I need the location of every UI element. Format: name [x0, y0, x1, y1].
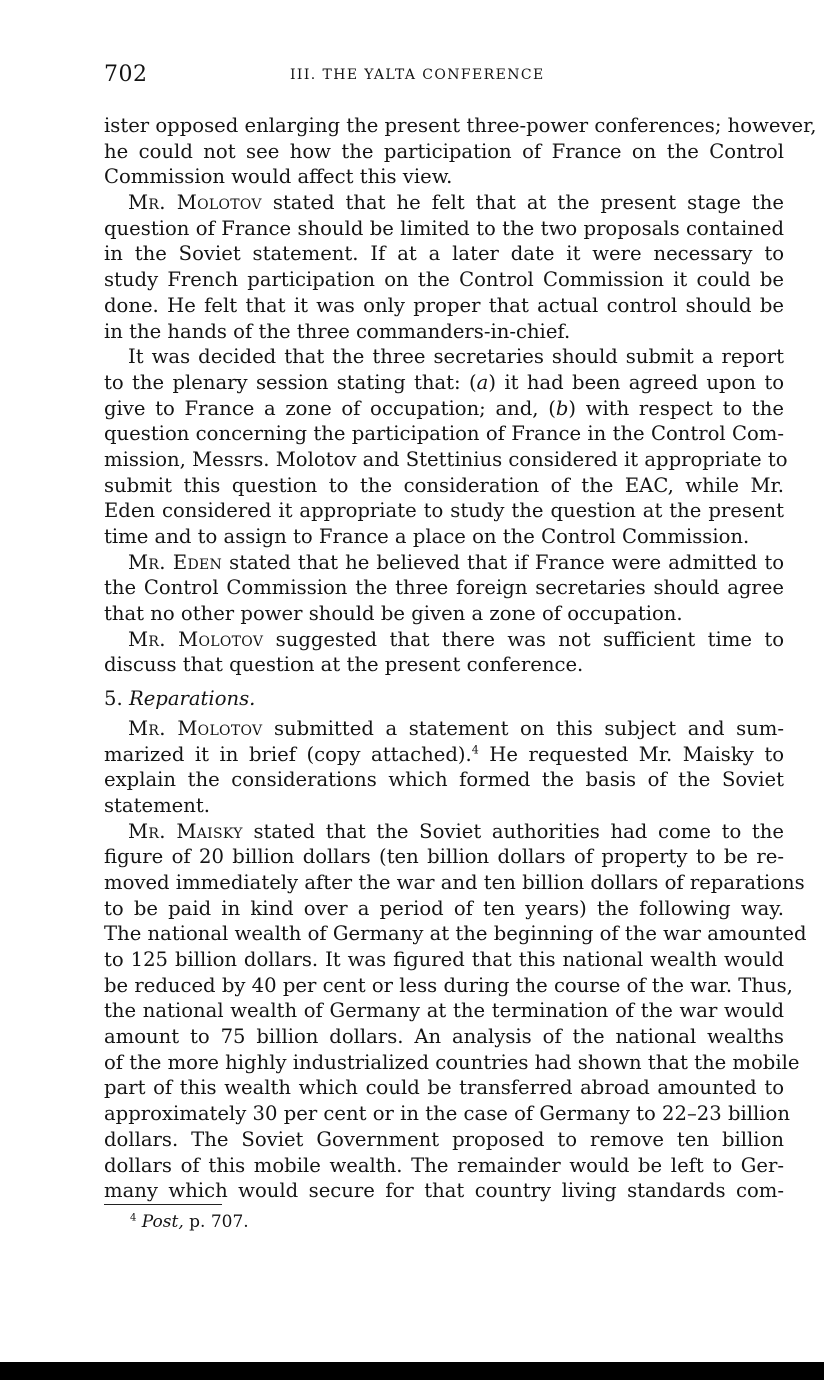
text-line: explain the considerations which formed the basis of the Soviet	[104, 768, 784, 792]
paragraph-1	[104, 113, 817, 190]
text-line: in the Soviet statement. If at a later date it were necessary to	[104, 242, 784, 266]
speaker-name: Molotov	[178, 627, 264, 651]
text-line	[104, 819, 784, 845]
text-line: of the more highly industrialized countries had shown that the mobile	[104, 1050, 800, 1074]
section-number: 5.	[104, 687, 123, 711]
footnote-divider	[104, 1204, 222, 1205]
running-head: III. THE YALTA CONFERENCE	[290, 67, 545, 83]
text-line: question of France should be limited to the two proposals contained	[104, 216, 784, 240]
text-line: in the hands of the three commanders-in-chief.	[104, 319, 571, 343]
text-line: figure of 20 billion dollars (ten billion dollars of property to be re-	[104, 845, 784, 869]
footnote-page: p. 707.	[183, 1212, 249, 1232]
scan-edge-bar	[0, 1362, 824, 1380]
page-header	[104, 62, 784, 92]
text-line: discuss that question at the present conference.	[104, 653, 584, 677]
text-line: amount to 75 billion dollars. An analysis of the national wealths	[104, 1025, 784, 1049]
text-line: done. He felt that it was only proper that actual control should be	[104, 293, 784, 317]
list-marker: a	[476, 370, 489, 394]
footnote-reference[interactable]: 4	[471, 742, 479, 756]
line-text: marized it in brief (copy attached).	[104, 742, 472, 766]
text-line: The national wealth of Germany at the beginning of the war amounted	[104, 922, 807, 946]
text-line: mission, Messrs. Molotov and Stettinius considered it appropriate to	[104, 447, 788, 471]
line-text: stated that the Soviet authorities had come to the	[242, 819, 784, 843]
line-text: stated that he felt that at the present stage the	[261, 191, 784, 215]
line-text: suggested that there was not sufficient time to	[263, 627, 784, 651]
speaker-prefix: Mr.	[128, 819, 166, 843]
text-line: be reduced by 40 per cent or less during the course of the war. Thus,	[104, 973, 793, 997]
text-line: Eden considered it appropriate to study the question at the present	[104, 499, 784, 523]
speaker-prefix: Mr.	[128, 627, 166, 651]
text-line: moved immediately after the war and ten billion dollars of reparations	[104, 870, 805, 894]
text-line	[104, 550, 784, 576]
text-line: question concerning the participation of France in the Control Com-	[104, 422, 784, 446]
text-line: study French participation on the Control Commission it could be	[104, 268, 784, 292]
text-line: to 125 billion dollars. It was figured that this national wealth would	[104, 948, 784, 971]
text-line: that no other power should be given a zone of occupation.	[104, 602, 683, 626]
text-line: It was decided that the three secretaries should submit a report	[128, 345, 784, 369]
speaker-prefix: Mr.	[128, 191, 166, 215]
spacer	[104, 678, 784, 686]
text-line: approximately 30 per cent or in the case of Germany to 22–23 billion	[104, 1102, 790, 1126]
paragraph-7	[104, 819, 807, 1204]
paragraph-2	[104, 190, 784, 344]
text-line	[104, 190, 784, 216]
line-text: ) it had been agreed upon to	[488, 370, 784, 394]
text-line: Commission would affect this view.	[104, 165, 453, 189]
text-line	[104, 716, 784, 742]
line-text: to the plenary session stating that: (	[104, 370, 477, 394]
text-line: the Control Commission the three foreign secretaries should agree	[104, 576, 784, 600]
text-line	[104, 742, 784, 768]
text-line: dollars. The Soviet Government proposed to remove ten billion	[104, 1127, 784, 1151]
speaker-name: Molotov	[177, 716, 263, 740]
footnote	[130, 1212, 249, 1232]
page-number: 702	[104, 62, 148, 87]
text-line: submit this question to the consideration of the EAC, while Mr.	[104, 473, 784, 497]
section-title: Reparations.	[128, 687, 256, 711]
paragraph-3	[104, 344, 788, 550]
text-line: ister opposed enlarging the present three-power conferences; however,	[104, 114, 817, 137]
line-text: give to France a zone of occupation; and, (	[104, 396, 556, 420]
speaker-name: Molotov	[176, 191, 262, 215]
text-line	[104, 370, 784, 396]
footnote-source: Post,	[141, 1212, 184, 1232]
line-text: stated that he believed that if France were admitted to	[222, 550, 784, 574]
text-line	[104, 627, 784, 653]
text-line	[104, 396, 784, 422]
line-text: ) with respect to the	[568, 396, 784, 420]
text-line: the national wealth of Germany at the termination of the war would	[104, 999, 784, 1023]
speaker-prefix: Mr.	[128, 550, 166, 574]
text-line: statement.	[104, 793, 210, 817]
paragraph-6	[104, 716, 784, 819]
text-line: dollars of this mobile wealth. The remainder would be left to Ger-	[104, 1153, 784, 1177]
line-text: submitted a statement on this subject and sum-	[262, 716, 785, 740]
text-line: to be paid in kind over a period of ten years) the following way.	[104, 896, 784, 920]
text-line: many which would secure for that country living standards com-	[104, 1179, 784, 1203]
line-text: He requested Mr. Maisky to	[478, 742, 784, 766]
footnote-marker: 4	[130, 1212, 137, 1224]
paragraph-5	[104, 627, 784, 678]
text-line: part of this wealth which could be transferred abroad amounted to	[104, 1076, 784, 1100]
paragraph-4	[104, 550, 784, 627]
text-line: time and to assign to France a place on the Control Commission.	[104, 525, 750, 548]
speaker-name: Eden	[172, 550, 223, 574]
speaker-name: Maisky	[176, 819, 243, 843]
section-heading	[104, 686, 784, 712]
body-text	[104, 113, 817, 1204]
speaker-prefix: Mr.	[128, 716, 166, 740]
text-line: he could not see how the participation of France on the Control	[104, 139, 784, 163]
list-marker: b	[555, 396, 569, 420]
